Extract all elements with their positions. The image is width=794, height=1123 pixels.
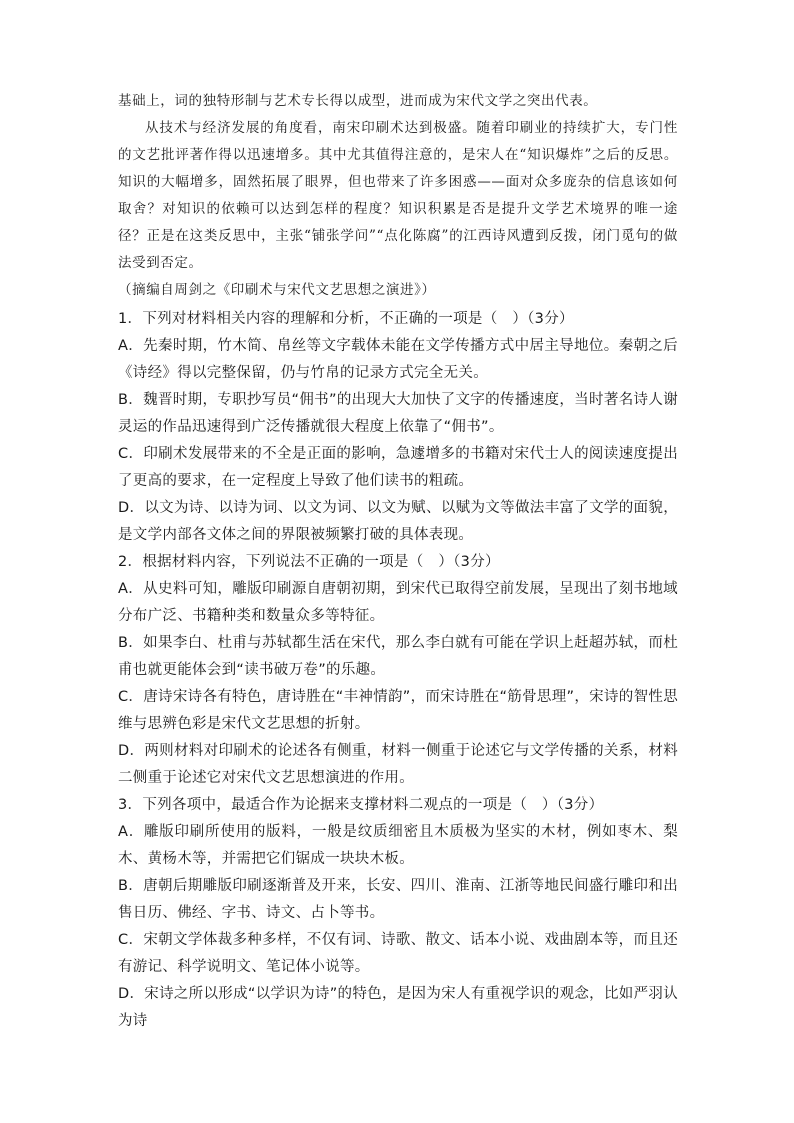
passage-citation: （摘编自周剑之《印刷术与宋代文艺思想之演进》） xyxy=(118,282,436,298)
option-a: A．从史料可知，雕版印刷源自唐朝初期，到宋代已取得空前发展，呈现出了刻书地域分布广泛、书籍种类和数量众多等特征。 xyxy=(118,581,678,624)
exam-page xyxy=(118,88,678,1035)
reading-passage xyxy=(118,88,678,304)
question-1 xyxy=(118,306,678,549)
passage-paragraph: 基础上，词的独特形制与艺术专长得以成型，进而成为宋代文学之突出代表。 xyxy=(118,93,598,109)
option-b: B．如果李白、杜甫与苏轼都生活在宋代，那么李白就有可能在学识上赶超苏轼，而杜甫也就更能体会到“读书破万卷”的乐趣。 xyxy=(118,635,678,678)
question-stem: 2．根据材料内容，下列说法不正确的一项是（ ）（3分） xyxy=(118,554,500,570)
option-c: C．宋朝文学体裁多种多样，不仅有词、诗歌、散文、话本小说、戏曲剧本等，而且还有游记、科学说明文、笔记体小说等。 xyxy=(118,932,678,975)
question-list xyxy=(118,306,678,1035)
option-b: B．魏晋时期，专职抄写员“佣书”的出现大大加快了文字的传播速度，当时著名诗人谢灵运的作品迅速得到广泛传播就很大程度上依靠了“佣书”。 xyxy=(118,392,678,435)
option-a: A．雕版印刷所使用的版料，一般是纹质细密且木质极为坚实的木材，例如枣木、梨木、黄杨木等，并需把它们锯成一块块木板。 xyxy=(118,824,678,867)
option-a: A．先秦时期，竹木简、帛丝等文字载体未能在文学传播方式中居主导地位。秦朝之后《诗经》得以完整保留，仍与竹帛的记录方式完全无关。 xyxy=(118,338,678,381)
option-d: D．两则材料对印刷术的论述各有侧重，材料一侧重于论述它与文学传播的关系，材料二侧重于论述它对宋代文艺思想演进的作用。 xyxy=(118,743,678,786)
question-3 xyxy=(118,792,678,1035)
option-b: B．唐朝后期雕版印刷逐渐普及开来，长安、四川、淮南、江浙等地民间盛行雕印和出售日历、佛经、字书、诗文、占卜等书。 xyxy=(118,878,678,921)
option-d: D．以文为诗、以诗为词、以文为词、以文为赋、以赋为文等做法丰富了文学的面貌，是文学内部各文体之间的界限被频繁打破的具体表现。 xyxy=(118,500,678,543)
option-c: C．印刷术发展带来的不全是正面的影响，急遽增多的书籍对宋代士人的阅读速度提出了更高的要求，在一定程度上导致了他们读书的粗疏。 xyxy=(118,446,678,489)
passage-paragraph: 从技术与经济发展的角度看，南宋印刷术达到极盛。随着印刷业的持续扩大，专门性的文艺批评著作得以迅速增多。其中尤其值得注意的，是宋人在“知识爆炸”之后的反思。知识的大幅增多，固然拓展了眼界，但也带来了许多困惑——面对众多庞杂的信息该如何取舍？对知识的依赖可以达到怎样的程度？知识积累是否是提升文学艺术境界的唯一途径？正是在这类反思中，主张“铺张学问”“点化陈腐”的江西诗风遭到反拨，闭门觅句的做法受到否定。 xyxy=(118,120,678,271)
question-stem: 1．下列对材料相关内容的理解和分析，不正确的一项是（ ）（3分） xyxy=(118,311,574,327)
option-c: C．唐诗宋诗各有特色，唐诗胜在“丰神情韵”，而宋诗胜在“筋骨思理”，宋诗的智性思维与思辨色彩是宋代文艺思想的折射。 xyxy=(118,689,678,732)
question-stem: 3．下列各项中，最适合作为论据来支撑材料二观点的一项是（ ）（3分） xyxy=(118,797,604,813)
question-2 xyxy=(118,549,678,792)
option-d: D．宋诗之所以形成“以学识为诗”的特色，是因为宋人有重视学识的观念，比如严羽认为诗 xyxy=(118,986,678,1029)
